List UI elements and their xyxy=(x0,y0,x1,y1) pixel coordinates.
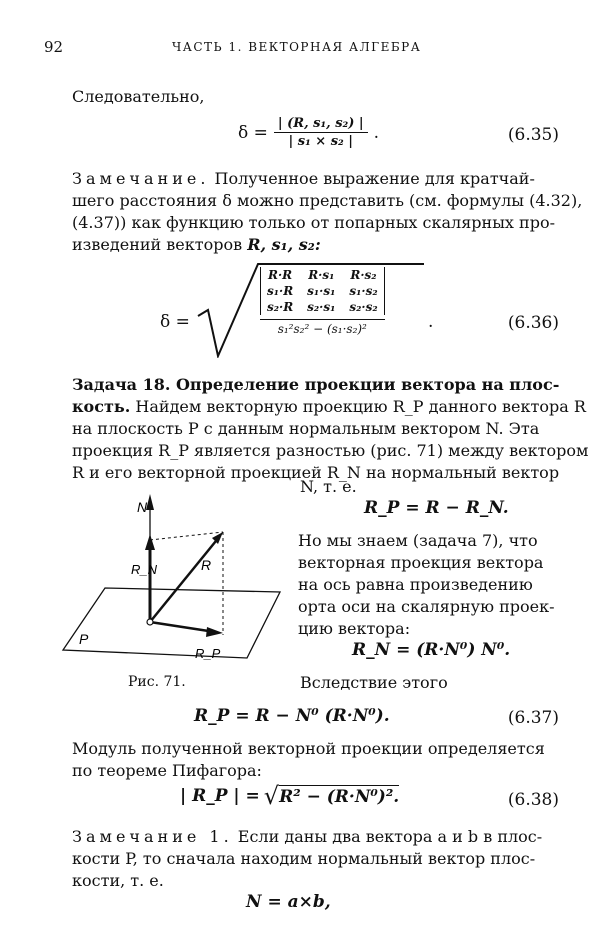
remark-line xyxy=(72,234,321,255)
matrix-cell: R·s₁ xyxy=(308,268,335,282)
remark-text: Полученное выражение для кратчай- xyxy=(214,169,535,188)
task-title-end: кость. xyxy=(72,397,131,416)
figure-caption: Рис. 71. xyxy=(128,674,186,690)
label-n: N xyxy=(137,499,148,515)
radicand: R² − (R·N⁰)². xyxy=(279,787,400,807)
paragraph-text: Вследствие этого xyxy=(300,673,448,692)
equation-6-35 xyxy=(238,116,379,149)
equation-rn: R_N = (R·N⁰) N⁰. xyxy=(352,640,511,660)
remark-line: (4.37)) как функцию только от попарных скалярных про- xyxy=(72,213,555,232)
paragraph-line: Модуль полученной векторной проекции определяется xyxy=(72,739,545,758)
remark-line xyxy=(72,826,542,847)
matrix-cell: R·s₂ xyxy=(350,268,377,282)
determinant-fraction xyxy=(260,264,385,336)
remark-line: кости, т. е. xyxy=(72,871,164,890)
paragraph-line: по теореме Пифагора: xyxy=(72,761,262,780)
equation-6-37: R_P = R − N⁰ (R·N⁰). xyxy=(194,706,390,726)
task-title: Задача 18. Определение проекции вектора на плос- xyxy=(72,375,560,394)
equation-tail: . xyxy=(373,122,380,143)
label-rp: R_P xyxy=(195,646,221,660)
equation-n: N = a×b, xyxy=(246,892,331,912)
vector-rp xyxy=(150,622,215,632)
equation-tail: . xyxy=(428,312,434,332)
dashed-line xyxy=(150,532,223,540)
vector-r xyxy=(150,536,220,622)
remark-text: изведений векторов xyxy=(72,235,243,254)
fraction-denominator: s₁²s₂² − (s₁·s₂)² xyxy=(260,319,385,336)
equation-6-38 xyxy=(180,782,399,810)
task-line: R и его векторной проекцией R_N на нормальный вектор xyxy=(72,463,560,482)
matrix-cell: s₁·R xyxy=(267,284,294,298)
task-line: на плоскость P с данным нормальным вектором N. Эта xyxy=(72,419,540,438)
remark-text: Если даны два вектора a и b в плос- xyxy=(237,827,543,846)
determinant xyxy=(260,267,385,315)
right-column-line: векторная проекция вектора xyxy=(298,553,544,572)
equation-number: (6.35) xyxy=(507,125,559,145)
remark-line xyxy=(72,168,535,189)
equation-lhs: δ = xyxy=(160,312,190,332)
equation-number: (6.37) xyxy=(507,708,559,728)
right-column-line: Но мы знаем (задача 7), что xyxy=(298,531,538,550)
matrix-cell: s₁·s₂ xyxy=(349,284,378,298)
matrix-cell: s₁·s₁ xyxy=(307,284,336,298)
right-column-line: цию вектора: xyxy=(298,619,411,638)
label-rn: R_N xyxy=(131,562,158,577)
page-number: 92 xyxy=(44,38,64,56)
arrow-head xyxy=(206,627,223,637)
remark-line: кости P, то сначала находим нормальный вектор плос- xyxy=(72,849,536,868)
arrow-head xyxy=(145,534,155,550)
label-p: P xyxy=(79,631,89,647)
fraction-numerator: | (R, s₁, s₂) | xyxy=(274,116,368,133)
figure-71 xyxy=(55,490,290,660)
equation-lhs: | R_P | = xyxy=(180,786,260,806)
paragraph-text: Следовательно, xyxy=(72,87,205,106)
sqrt-symbol: √ xyxy=(263,782,280,810)
remark-label: Замечание 1. xyxy=(72,827,233,846)
equation-6-36 xyxy=(160,258,450,358)
equation-number: (6.38) xyxy=(507,790,559,810)
remark-line: шего расстояния δ можно представить (см. формулы (4.32), xyxy=(72,191,583,210)
running-title: ЧАСТЬ 1. ВЕКТОРНАЯ АЛГЕБРА xyxy=(172,40,422,54)
remark-label: Замечание. xyxy=(72,169,210,188)
right-column-line: на ось равна произведению xyxy=(298,575,533,594)
origin-point xyxy=(147,619,153,625)
equation-number: (6.36) xyxy=(507,313,559,333)
task-line xyxy=(72,396,586,417)
equation-rp: R_P = R − R_N. xyxy=(364,498,509,518)
matrix-cell: s₂·s₂ xyxy=(349,300,378,314)
equation-lhs: δ = xyxy=(238,122,268,143)
fraction-denominator: | s₁ × s₂ | xyxy=(288,134,353,149)
fraction xyxy=(274,116,368,149)
task-line: проекция R_P является разностью (рис. 71) между вектором xyxy=(72,441,589,460)
matrix-cell: s₂·R xyxy=(267,300,294,314)
task-line: N, т. е. xyxy=(300,477,357,496)
label-r: R xyxy=(201,557,212,573)
matrix-cell: R·R xyxy=(268,268,293,282)
vector-list: R, s₁, s₂: xyxy=(247,235,321,254)
arrow-head xyxy=(146,494,154,510)
task-text: Найдем векторную проекцию R_P данного вектора R xyxy=(135,397,586,416)
plane-p-shape xyxy=(63,588,280,658)
matrix-cell: s₂·s₁ xyxy=(307,300,336,314)
right-column-line: орта оси на скалярную проек- xyxy=(298,597,555,616)
